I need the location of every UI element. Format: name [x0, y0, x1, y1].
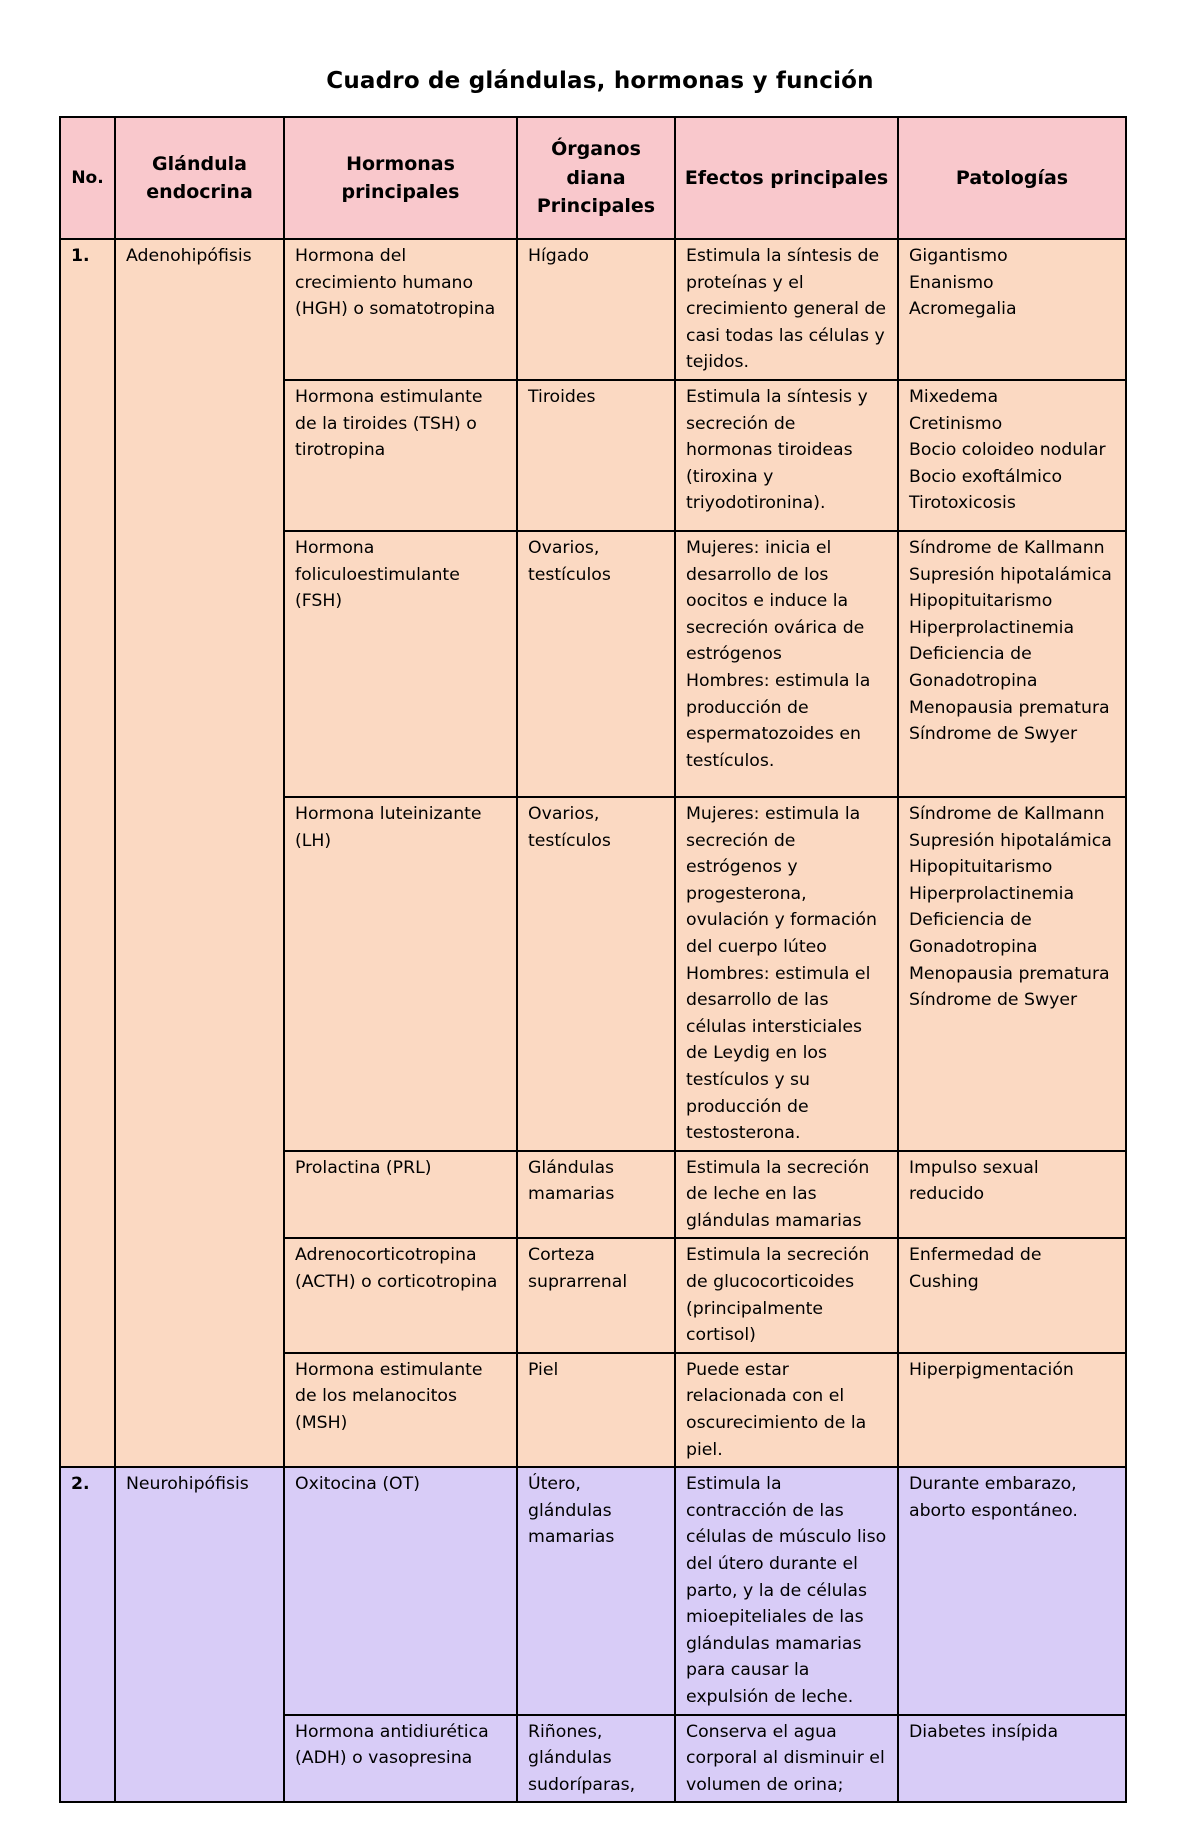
pathology-item: Diabetes insípida: [909, 1721, 1059, 1742]
pathology-item: Impulso sexual reducido: [909, 1157, 1039, 1205]
header-organos-line: Principales: [536, 195, 656, 218]
pathology-item: Hipopituitarismo: [909, 857, 1053, 878]
hormone-cell: Hormona del crecimiento humano (HGH) o somatotropina: [284, 239, 517, 380]
pathology-item: Hiperprolactinemia: [909, 617, 1075, 638]
pathology-item: Deficiencia de Gonadotropina: [909, 644, 1038, 691]
pathology-cell: [898, 1715, 1126, 1803]
header-glandula-line: endocrina: [146, 181, 253, 203]
effect-cell: Estimula la secreción de leche en las glándulas mamarias: [675, 1151, 898, 1239]
gland-name: Adenohipófisis: [115, 239, 284, 1467]
header-row: [60, 117, 1126, 239]
pathology-cell: [898, 239, 1126, 380]
header-glandula: [115, 117, 284, 239]
effect-text: Hombres: estimula la producción de espermatozoides en testículos.: [686, 670, 871, 771]
organ-cell: Corteza suprarrenal: [517, 1238, 675, 1352]
pathology-item: Bocio coloideo nodular: [909, 440, 1106, 461]
header-organos: [517, 117, 675, 239]
glands-table: [59, 116, 1127, 1803]
organ-cell: Útero, glándulas mamarias: [517, 1467, 675, 1714]
pathology-item: Acromegalia: [909, 299, 1017, 320]
pathology-cell: [898, 531, 1126, 797]
pathology-item: Supresión hipotalámica: [909, 830, 1112, 851]
header-hormonas-line: principales: [341, 181, 460, 203]
table-row: [60, 239, 1126, 380]
pathology-item: Hipopituitarismo: [909, 591, 1053, 612]
effect-cell: Estimula la síntesis y secreción de hormonas tiroideas (tiroxina y triyodotironina).: [675, 380, 898, 531]
pathology-item: Síndrome de Swyer: [909, 724, 1078, 745]
hormone-cell: Oxitocina (OT): [284, 1467, 517, 1714]
pathology-cell: [898, 797, 1126, 1151]
pathology-cell: [898, 1238, 1126, 1352]
header-efectos: Efectos principales: [675, 117, 898, 239]
effect-cell: Estimula la secreción de glucocorticoides (principalmente cortisol): [675, 1238, 898, 1352]
pathology-cell: [898, 1353, 1126, 1467]
effect-cell: Conserva el agua corporal al disminuir el volumen de orina;: [675, 1715, 898, 1803]
pathology-item: Deficiencia de Gonadotropina: [909, 910, 1038, 957]
header-no: No.: [60, 117, 115, 239]
header-organos-line: diana: [566, 166, 626, 189]
effect-text: Mujeres: inicia el desarrollo de los oocitos e induce la secreción ovárica de estrógenos: [686, 537, 865, 665]
pathology-item: Gigantismo: [909, 246, 1008, 266]
organ-cell: Hígado: [517, 239, 675, 380]
header-hormonas-line: Hormonas: [346, 152, 455, 175]
organ-cell: Piel: [517, 1353, 675, 1467]
pathology-item: Durante embarazo, aborto espontáneo.: [909, 1474, 1078, 1521]
hormone-cell: Hormona antidiurética (ADH) o vasopresina: [284, 1715, 517, 1803]
header-patologias: Patologías: [898, 117, 1126, 239]
pathology-item: Hiperprolactinemia: [909, 883, 1075, 904]
organ-cell: Ovarios, testículos: [517, 797, 675, 1151]
pathology-cell: [898, 1151, 1126, 1239]
effect-cell: Estimula la síntesis de proteínas y el crecimiento general de casi todas las células y tejidos.: [675, 239, 898, 380]
effect-cell: Puede estar relacionada con el oscurecimiento de la piel.: [675, 1353, 898, 1467]
pathology-item: Menopausia prematura: [909, 963, 1110, 984]
hormone-cell: Adrenocorticotropina (ACTH) o corticotropina: [284, 1238, 517, 1352]
hormone-cell: Hormona luteinizante (LH): [284, 797, 517, 1151]
header-glandula-line: Glándula: [152, 152, 247, 175]
organ-cell: Riñones, glándulas sudoríparas,: [517, 1715, 675, 1803]
hormone-cell: Hormona foliculoestimulante (FSH): [284, 531, 517, 797]
pathology-item: Tirotoxicosis: [909, 493, 1016, 514]
hormone-cell: Hormona estimulante de los melanocitos (MSH): [284, 1353, 517, 1467]
header-hormonas: [284, 117, 517, 239]
pathology-item: Síndrome de Kallmann: [909, 803, 1105, 824]
effect-cell: [675, 531, 898, 797]
pathology-item: Bocio exoftálmico: [909, 466, 1063, 487]
effect-cell: [675, 797, 898, 1151]
effect-text: Hombres: estimula el desarrollo de las células intersticiales de Leydig en los testículos y su producción de testosterona.: [686, 963, 871, 1144]
organ-cell: Glándulas mamarias: [517, 1151, 675, 1239]
organ-cell: Ovarios, testículos: [517, 531, 675, 797]
group-number: 1.: [60, 239, 115, 1467]
gland-name: Neurohipófisis: [115, 1467, 284, 1802]
pathology-item: Síndrome de Swyer: [909, 990, 1078, 1011]
pathology-item: Mixedema: [909, 386, 999, 407]
pathology-item: Enanismo: [909, 272, 994, 293]
pathology-cell: [898, 380, 1126, 531]
pathology-item: Síndrome de Kallmann: [909, 537, 1105, 558]
organ-cell: Tiroides: [517, 380, 675, 531]
header-organos-line: Órganos: [551, 138, 641, 161]
effect-text: Mujeres: estimula la secreción de estrógenos y progesterona, ovulación y formación del cuerpo lúteo: [686, 803, 877, 957]
page-title: Cuadro de glándulas, hormonas y función: [326, 68, 874, 94]
pathology-cell: [898, 1467, 1126, 1714]
group-number: 2.: [60, 1467, 115, 1802]
hormone-cell: Prolactina (PRL): [284, 1151, 517, 1239]
effect-cell: Estimula la contracción de las células de músculo liso del útero durante el parto, y la de células mioepiteliales de las glándulas mamarias para causar la expulsión de leche.: [675, 1467, 898, 1714]
table-row: [60, 1467, 1126, 1714]
pathology-item: Enfermedad de Cushing: [909, 1245, 1042, 1293]
pathology-item: Supresión hipotalámica: [909, 564, 1112, 585]
hormone-cell: Hormona estimulante de la tiroides (TSH) o tirotropina: [284, 380, 517, 531]
pathology-item: Cretinismo: [909, 413, 1003, 434]
pathology-item: Hiperpigmentación: [909, 1359, 1074, 1380]
pathology-item: Menopausia prematura: [909, 697, 1110, 718]
